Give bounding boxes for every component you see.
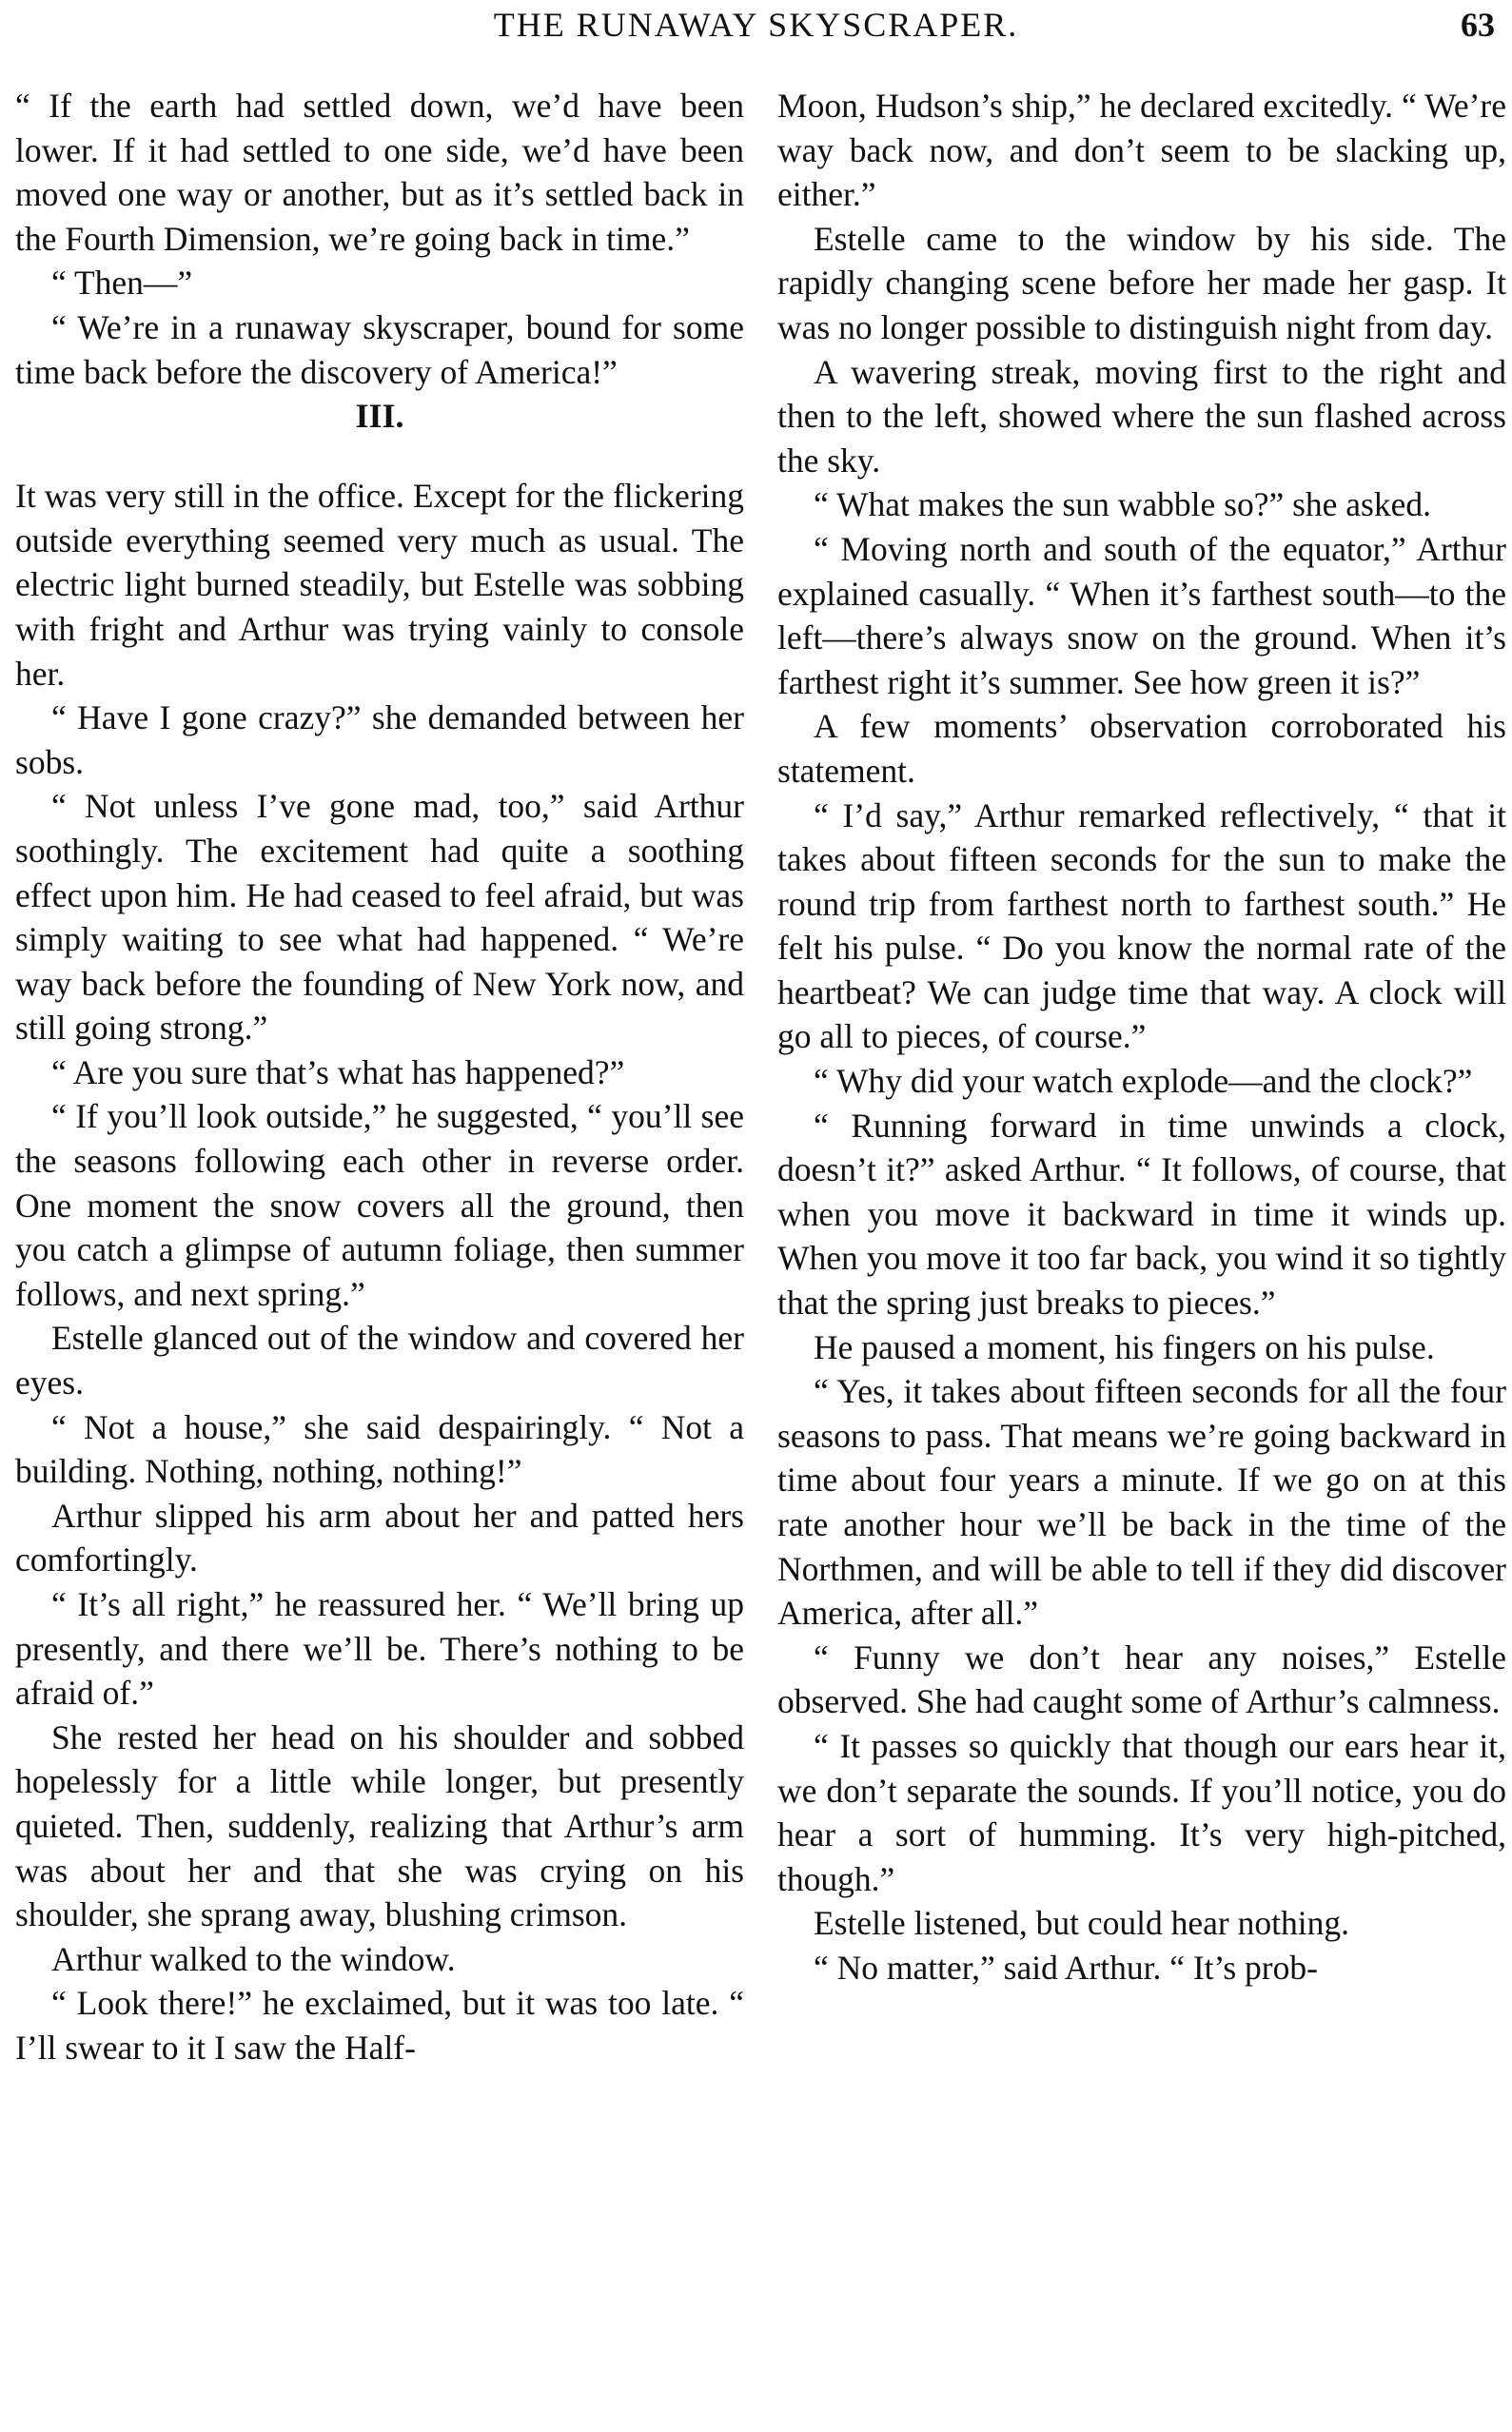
paragraph: Moon, Hudson’s ship,” he declared excitedly. “ We’re way back now, and don’t seem to be slacking up, either.” [777, 87, 1506, 214]
paragraph: “ No matter,” said Arthur. “ It’s prob- [814, 1948, 1318, 1987]
right-column [777, 84, 1506, 1991]
paragraph: “ Not unless I’ve gone mad, too,” said Arthur soothingly. The excitement had quite a soothing effect upon him. He had ceased to feel afraid, but was simply waiting to see what had happened. “ We’re way back before the founding of New York now, and still going strong.” [15, 787, 744, 1048]
paragraph: Arthur walked to the window. [51, 1939, 456, 1978]
paragraph: “ Look there!” he exclaimed, but it was too late. “ I’ll swear to it I saw the Half- [15, 1984, 744, 2067]
left-column [15, 84, 744, 2070]
paragraph: She rested her head on his shoulder and sobbed hopelessly for a little while longer, but presently quieted. Then, suddenly, realizing that Arthur’s arm was about her and that she was crying on his shoulder, she sprang away, blushing crimson. [15, 1717, 744, 1934]
paragraph: “ Moving north and south of the equator,” Arthur explained casually. “ When it’s farthest south—to the left—there’s always snow on the ground. When it’s farthest right it’s summer. See how green it is?” [777, 529, 1506, 701]
paragraph: “ If you’ll look outside,” he suggested, “ you’ll see the seasons following each other in reverse order. One moment the snow covers all the ground, then you catch a glimpse of autumn foliage, then summer follows, and next spring.” [15, 1097, 744, 1313]
paragraph: “ Are you sure that’s what has happened?” [51, 1052, 625, 1091]
paragraph: “ Then—” [51, 264, 193, 303]
paragraph: “ Yes, it takes about fifteen seconds for all the four seasons to pass. That means we’re going backward in time about four years a minute. If we go on at this rate another hour we’ll be back in the time of the Northmen, and will be able to tell if they did discover America, after all.” [777, 1372, 1506, 1633]
paragraph: “ It passes so quickly that though our ears hear it, we don’t separate the sounds. If you’ll notice, you do hear a sort of humming. It’s very high-pitched, though.” [777, 1726, 1506, 1898]
paragraph: Arthur slipped his arm about her and patted hers comfortingly. [15, 1496, 744, 1579]
paragraph: “ Not a house,” she said despairingly. “ Not a building. Nothing, nothing, nothing!” [15, 1407, 744, 1491]
paragraph: It was very still in the office. Except for the flickering outside everything seemed very much as usual. The electric light burned steadily, but Estelle was sobbing with fright and Arthur was trying vainly to console her. [15, 477, 744, 693]
paragraph: Estelle came to the window by his side. The rapidly changing scene before her made her gasp. It was no longer possible to distinguish night from day. [777, 219, 1506, 346]
paragraph: “ We’re in a runaway skyscraper, bound for some time back before the discovery of America!” [15, 307, 744, 391]
paragraph: He paused a moment, his fingers on his pulse. [814, 1327, 1435, 1366]
running-header [0, 0, 1512, 57]
section-heading: III. [355, 397, 404, 436]
paragraph: “ Why did your watch explode—and the clock?” [814, 1062, 1473, 1101]
paragraph: “ Have I gone crazy?” she demanded between her sobs. [15, 698, 744, 781]
running-title: THE RUNAWAY SKYSCRAPER. [493, 6, 1019, 44]
page-number: 63 [1461, 6, 1495, 44]
paragraph: A wavering streak, moving first to the right and then to the left, showed where the sun flashed across the sky. [777, 352, 1506, 480]
paragraph: A few moments’ observation corroborated his statement. [777, 707, 1506, 790]
paragraph: “ I’d say,” Arthur remarked reflectively, “ that it takes about fifteen seconds for the sun to make the round trip from farthest north to farthest south.” He felt his pulse. “ Do you know the normal rate of the heartbeat? We can judge time that way. A clock will go all to pieces, of course.” [777, 795, 1506, 1056]
paragraph: “ It’s all right,” he reassured her. “ We’ll bring up presently, and there we’ll be. There’s nothing to be afraid of.” [15, 1585, 744, 1713]
paragraph: “ If the earth had settled down, we’d have been lower. If it had settled to one side, we’d have been moved one way or another, but as it’s settled back in the Fourth Dimension, we’re going back in time.” [15, 87, 744, 258]
paragraph: “ Running forward in time unwinds a clock, doesn’t it?” asked Arthur. “ It follows, of course, that when you move it backward in time it winds up. When you move it too far back, you wind it so tightly that the spring just breaks to pieces.” [777, 1106, 1506, 1323]
paragraph: Estelle listened, but could hear nothing. [814, 1904, 1349, 1943]
paragraph: Estelle glanced out of the window and covered her eyes. [15, 1319, 744, 1402]
paragraph: “ Funny we don’t hear any noises,” Estelle observed. She had caught some of Arthur’s calmness. [777, 1638, 1506, 1721]
paragraph: “ What makes the sun wabble so?” she asked. [814, 485, 1431, 524]
